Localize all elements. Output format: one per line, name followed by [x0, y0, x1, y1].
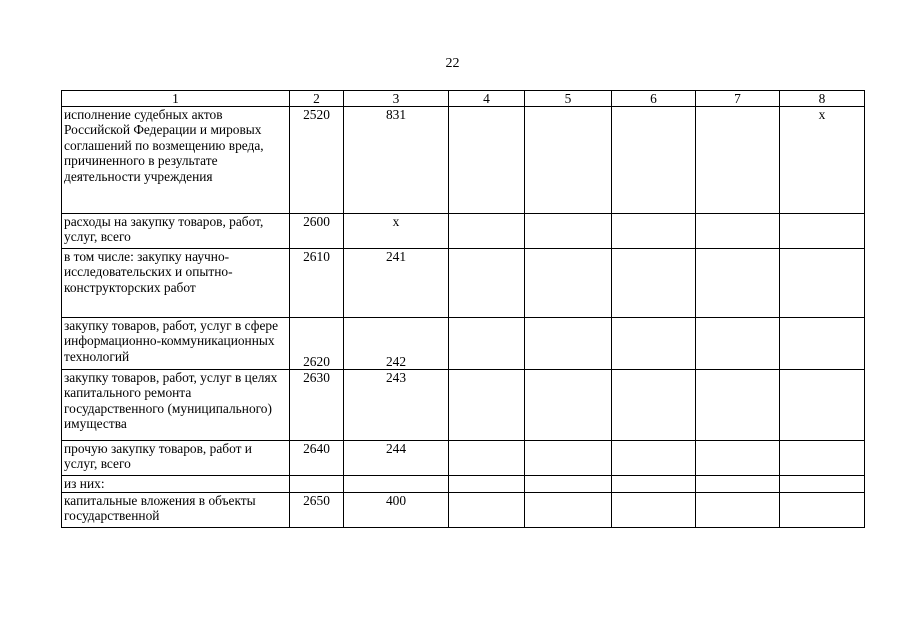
value-cell [525, 107, 612, 214]
column-header: 5 [525, 91, 612, 107]
table-row [62, 493, 865, 528]
value-cell [449, 441, 525, 476]
value-cell [612, 441, 696, 476]
row-code [290, 476, 344, 493]
table-row [62, 441, 865, 476]
value-cell [525, 249, 612, 318]
value-cell [696, 476, 780, 493]
value-cell [696, 441, 780, 476]
row-kbk [344, 476, 449, 493]
row-code: 2600 [290, 214, 344, 249]
value-cell [780, 214, 865, 249]
row-kbk: 243 [344, 370, 449, 441]
value-cell [525, 370, 612, 441]
value-cell [696, 107, 780, 214]
value-cell [612, 370, 696, 441]
row-code: 2520 [290, 107, 344, 214]
row-label: капитальные вложения в объекты государственной [62, 493, 290, 528]
column-header: 4 [449, 91, 525, 107]
row-label: исполнение судебных актов Российской Федерации и мировых соглашений по возмещению вреда, причиненного в результате деятельности учреждения [62, 107, 290, 214]
value-cell [525, 318, 612, 370]
value-cell [449, 370, 525, 441]
value-cell [780, 318, 865, 370]
page-number: 22 [445, 56, 460, 71]
value-cell [612, 476, 696, 493]
row-kbk: 242 [344, 318, 449, 370]
row-kbk: 400 [344, 493, 449, 528]
row-label: из них: [62, 476, 290, 493]
table-row [62, 249, 865, 318]
value-cell [780, 249, 865, 318]
table-row [62, 370, 865, 441]
value-cell [449, 493, 525, 528]
value-cell [612, 249, 696, 318]
row-kbk: 241 [344, 249, 449, 318]
row-code: 2620 [290, 318, 344, 370]
column-number-header-row [62, 91, 865, 107]
value-cell [780, 493, 865, 528]
row-label: прочую закупку товаров, работ и услуг, всего [62, 441, 290, 476]
row-code: 2630 [290, 370, 344, 441]
value-cell: х [780, 107, 865, 214]
row-code: 2610 [290, 249, 344, 318]
column-header: 6 [612, 91, 696, 107]
value-cell [780, 476, 865, 493]
value-cell [696, 493, 780, 528]
column-header: 1 [62, 91, 290, 107]
value-cell [696, 370, 780, 441]
table-row [62, 214, 865, 249]
value-cell [612, 214, 696, 249]
row-code: 2640 [290, 441, 344, 476]
table-row [62, 107, 865, 214]
column-header: 7 [696, 91, 780, 107]
table-row [62, 318, 865, 370]
value-cell [525, 214, 612, 249]
value-cell [696, 249, 780, 318]
value-cell [612, 107, 696, 214]
value-cell [449, 476, 525, 493]
value-cell [449, 214, 525, 249]
value-cell [525, 493, 612, 528]
row-label: закупку товаров, работ, услуг в целях капитального ремонта государственного (муниципального) имущества [62, 370, 290, 441]
value-cell [449, 107, 525, 214]
value-cell [696, 318, 780, 370]
row-kbk: 244 [344, 441, 449, 476]
value-cell [780, 370, 865, 441]
column-header: 3 [344, 91, 449, 107]
row-label: закупку товаров, работ, услуг в сфере информационно-коммуникационных технологий [62, 318, 290, 370]
value-cell [612, 493, 696, 528]
value-cell [449, 249, 525, 318]
table-row [62, 476, 865, 493]
value-cell [449, 318, 525, 370]
value-cell [780, 441, 865, 476]
row-kbk: х [344, 214, 449, 249]
row-kbk: 831 [344, 107, 449, 214]
row-label: расходы на закупку товаров, работ, услуг, всего [62, 214, 290, 249]
budget-form-table [61, 90, 865, 528]
value-cell [525, 441, 612, 476]
value-cell [525, 476, 612, 493]
column-header: 8 [780, 91, 865, 107]
column-header: 2 [290, 91, 344, 107]
row-label: в том числе: закупку научно-исследовательских и опытно-конструкторских работ [62, 249, 290, 318]
value-cell [612, 318, 696, 370]
value-cell [696, 214, 780, 249]
row-code: 2650 [290, 493, 344, 528]
